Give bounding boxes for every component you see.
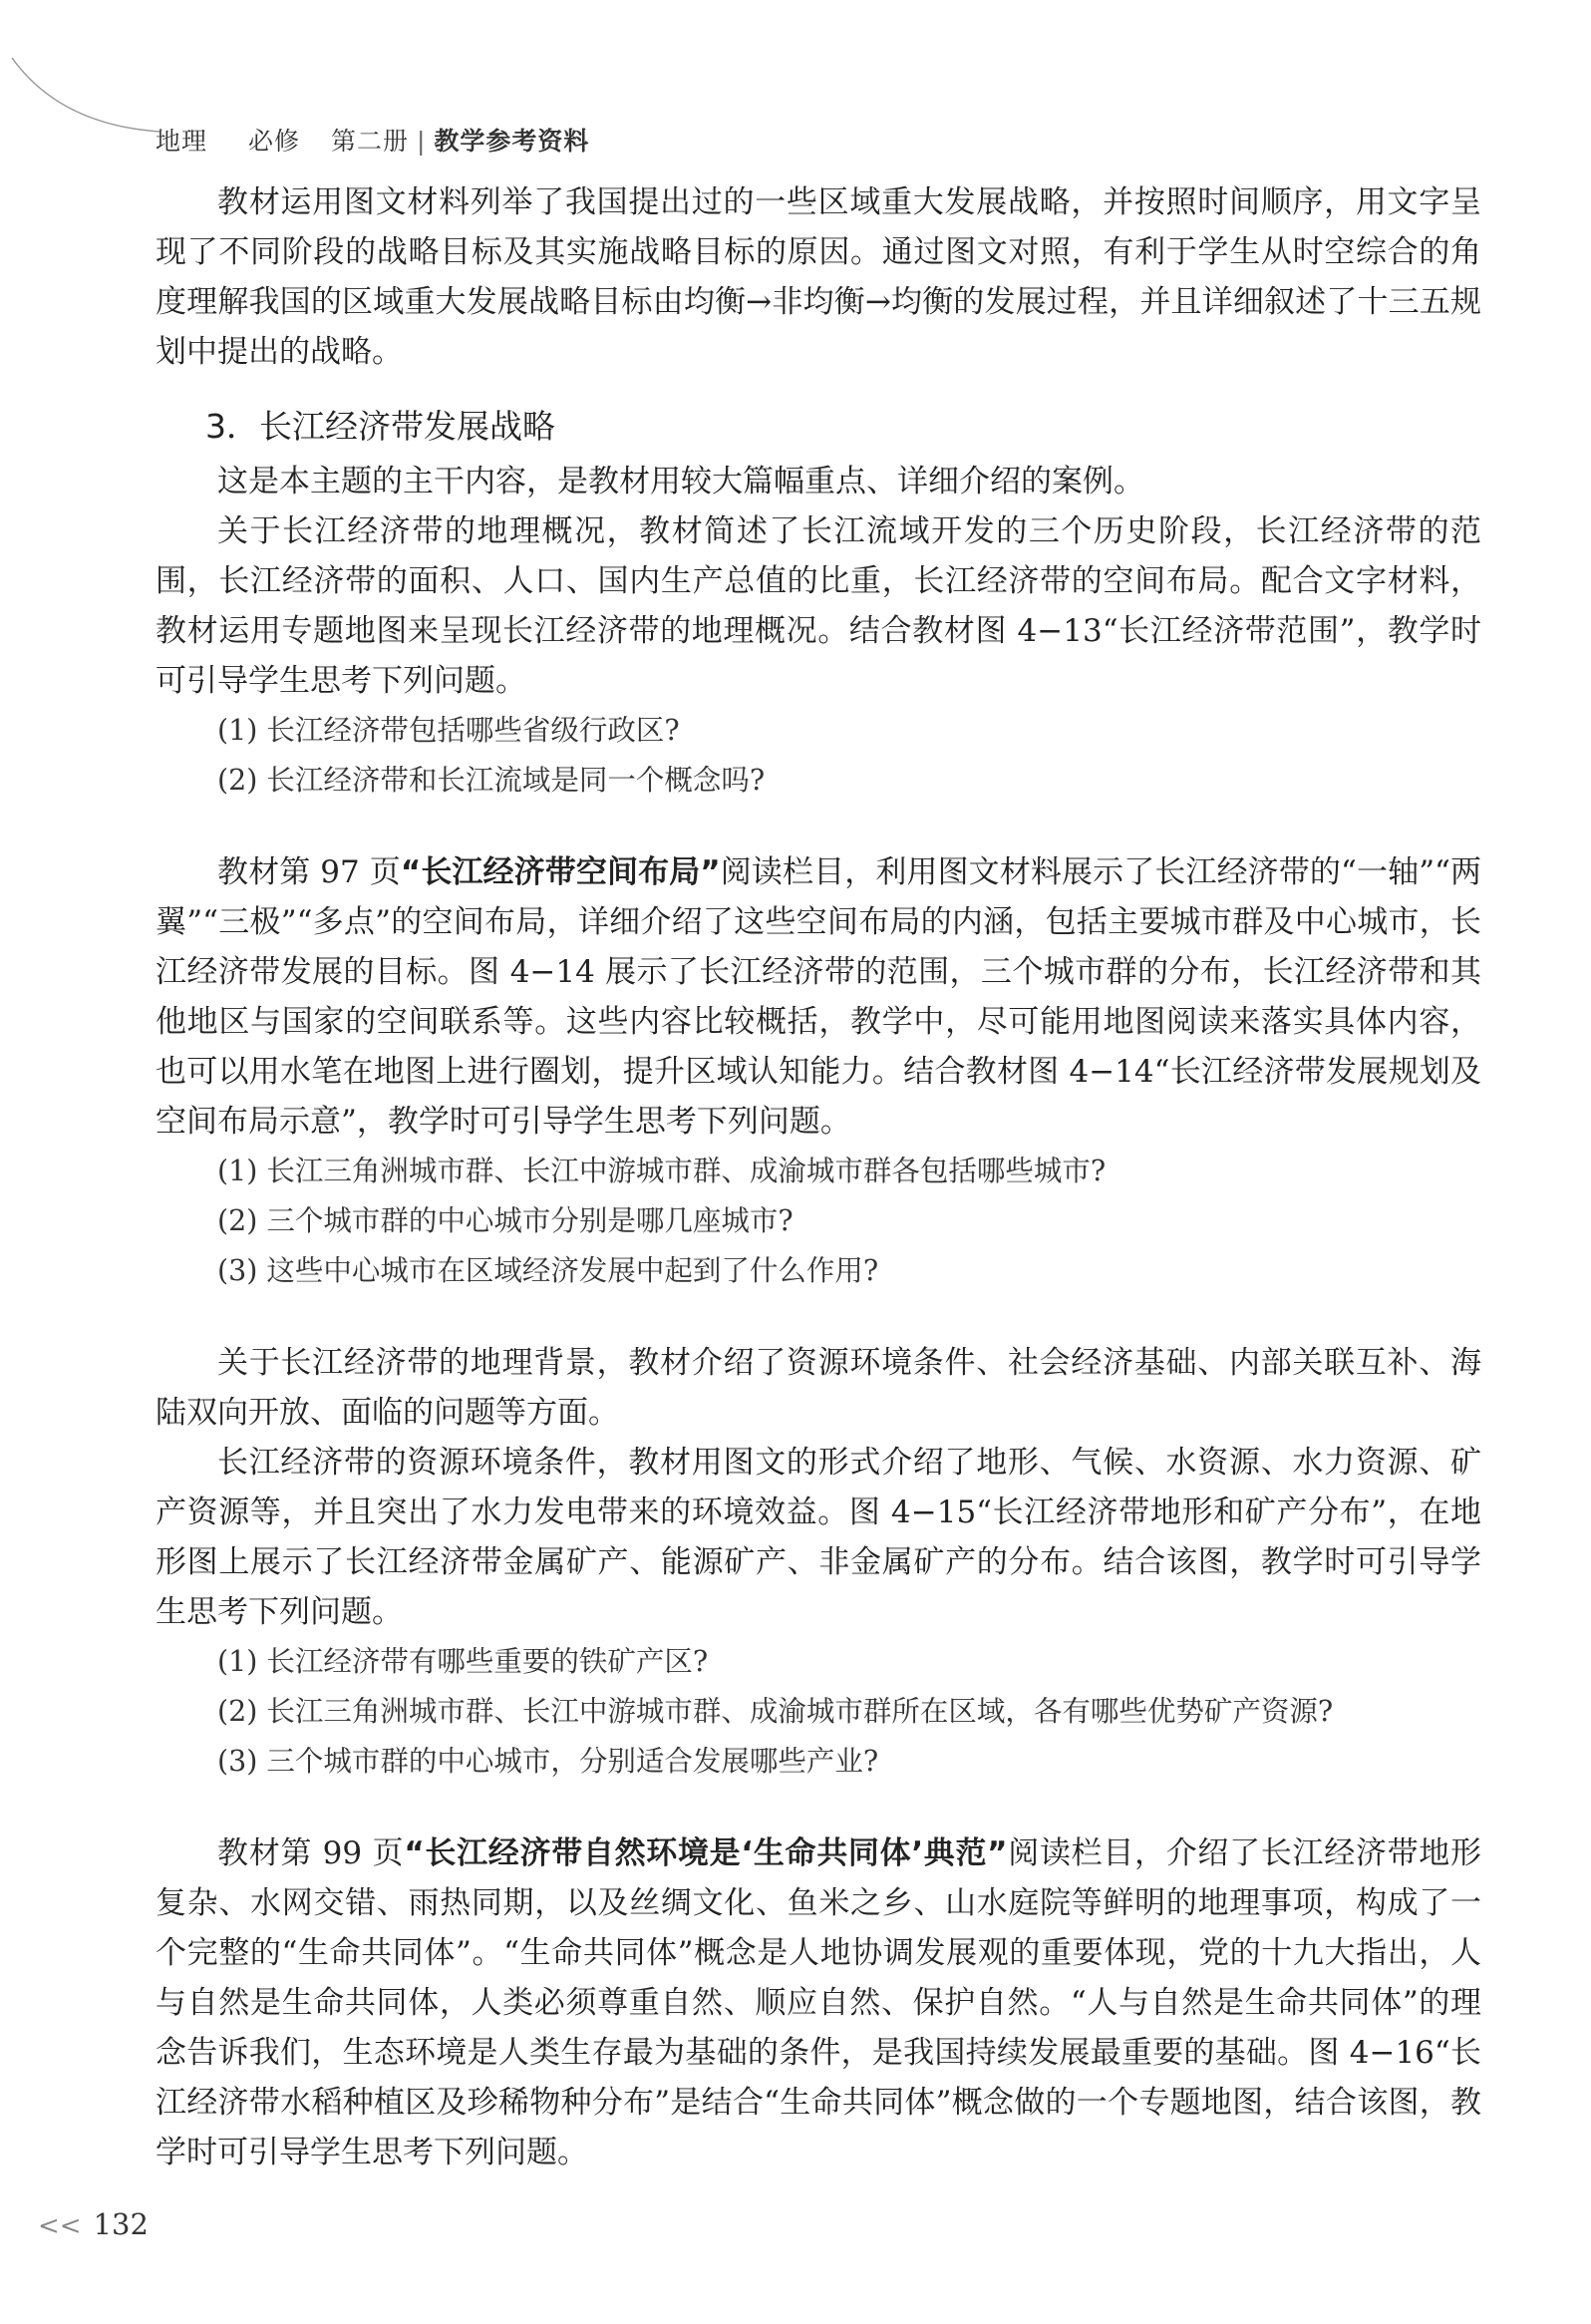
paragraph-spatial-layout (156, 847, 1481, 1147)
header-subject: 地理 (156, 127, 208, 156)
paragraph-main-content: 这是本主题的主干内容，是教材用较大篇幅重点、详细介绍的案例。 (217, 464, 1144, 499)
question-item: (1) 长江经济带有哪些重要的铁矿产区? (217, 1645, 709, 1678)
p4-prefix: 教材第 97 页 (217, 854, 401, 890)
question-item: (2) 三个城市群的中心城市分别是哪几座城市? (217, 1204, 794, 1237)
footer-arrows-icon: << (38, 2211, 82, 2241)
question-item: (1) 长江三角洲城市群、长江中游城市群、成渝城市群各包括哪些城市? (217, 1155, 1107, 1187)
page-body (156, 177, 1481, 2177)
question-item: (2) 长江三角洲城市群、长江中游城市群、成渝城市群所在区域，各有哪些优势矿产资源? (217, 1695, 1334, 1728)
question-item: (2) 长江经济带和长江流域是同一个概念吗? (217, 764, 766, 797)
reading-column-title: “长江经济带自然环境是‘生命共同体’典范” (404, 1835, 1008, 1871)
header-series: 教学参考资料 (434, 127, 590, 156)
header-book: 第二册 (330, 127, 409, 156)
paragraph-intro: 教材运用图文材料列举了我国提出过的一些区域重大发展战略，并按照时间顺序，用文字呈现了不同阶段的战略目标及其实施战略目标的原因。通过图文对照，有利于学生从时空综合的角度理解我国的区域重大发展战略目标由均衡→非均衡→均衡的发展过程，并且详细叙述了十三五规划中提出的战略。 (156, 184, 1481, 370)
section-heading: 3．长江经济带发展战略 (205, 407, 555, 446)
paragraph-resources: 长江经济带的资源环境条件，教材用图文的形式介绍了地形、气候、水资源、水力资源、矿产资源等，并且突出了水力发电带来的环境效益。图 4−15“长江经济带地形和矿产分布”，在地形图上展示了长江经济带金属矿产、能源矿产、非金属矿产的分布。结合该图，教学时可引导学生思考下列问题。 (156, 1445, 1481, 1630)
question-item: (3) 三个城市群的中心城市，分别适合发展哪些产业? (217, 1745, 879, 1778)
p4-body: 阅读栏目，利用图文材料展示了长江经济带的“一轴”“两翼”“三极”“多点”的空间布局，详细介绍了这些空间布局的内涵，包括主要城市群及中心城市，长江经济带发展的目标。图 4−14 展示了长江经济带的范围，三个城市群的分布，长江经济带和其他地区与国家的空间联系等。这些内容比较概括，教学中，尽可能用地图阅读来落实具体内容，也可以用水笔在地图上进行圈划，提升区域认知能力。结合教材图 4−14“长江经济带发展规划及空间布局示意”，教学时可引导学生思考下列问题。 (156, 854, 1482, 1140)
header-divider: | (416, 127, 427, 156)
question-item: (3) 这些中心城市在区域经济发展中起到了什么作用? (217, 1254, 879, 1287)
page-number: 132 (93, 2207, 149, 2241)
paragraph-geographic-background: 关于长江经济带的地理背景，教材介绍了资源环境条件、社会经济基础、内部关联互补、海陆双向开放、面临的问题等方面。 (156, 1345, 1481, 1431)
p7-body: 阅读栏目，介绍了长江经济带地形复杂、水网交错、雨热同期，以及丝绸文化、鱼米之乡、山水庭院等鲜明的地理事项，构成了一个完整的“生命共同体”。“生命共同体”概念是人地协调发展观的重要体现，党的十九大指出，人与自然是生命共同体，人类必须尊重自然、顺应自然、保护自然。“人与自然是生命共同体”的理念告诉我们，生态环境是人类生存最为基础的条件，是我国持续发展最重要的基础。图 4−16“长江经济带水稻种植区及珍稀物种分布”是结合“生命共同体”概念做的一个专题地图，结合该图，教学时可引导学生思考下列问题。 (156, 1835, 1481, 2170)
paragraph-life-community (156, 1828, 1481, 2177)
p7-prefix: 教材第 99 页 (217, 1835, 405, 1871)
reading-column-title: “长江经济带空间布局” (400, 854, 721, 890)
header-volume: 必修 (247, 127, 300, 156)
decorative-corner-arc (0, 0, 169, 150)
question-item: (1) 长江经济带包括哪些省级行政区? (217, 714, 680, 747)
running-header (156, 122, 589, 158)
paragraph-overview: 关于长江经济带的地理概况，教材简述了长江流域开发的三个历史阶段，长江经济带的范围，长江经济带的面积、人口、国内生产总值的比重，长江经济带的空间布局。配合文字材料，教材运用专题地图来呈现长江经济带的地理概况。结合教材图 4−13“长江经济带范围”，教学时可引导学生思考下列问题。 (156, 513, 1481, 699)
page-footer (38, 2207, 149, 2241)
